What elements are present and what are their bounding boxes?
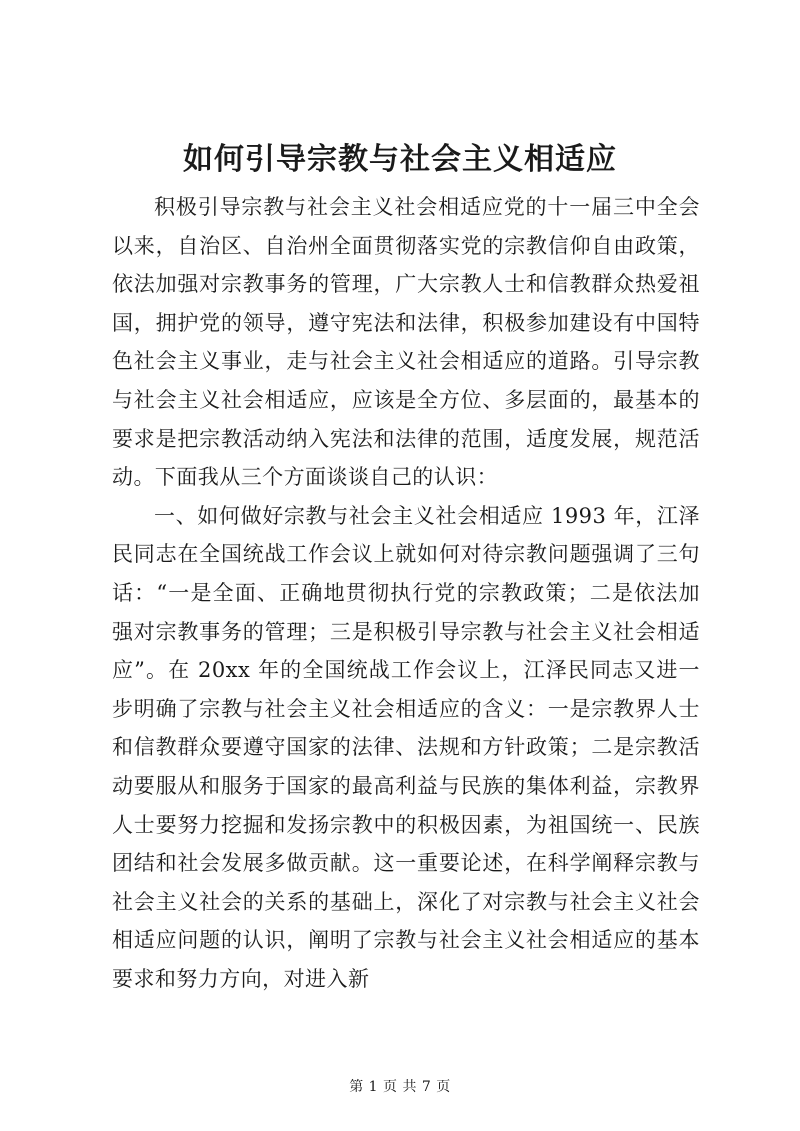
document-title: 如何引导宗教与社会主义相适应 [183,142,617,177]
document-body [112,188,700,998]
paragraph-intro: 积极引导宗教与社会主义社会相适应党的十一届三中全会以来，自治区、自治州全面贯彻落实党的宗教信仰自由政策，依法加强对宗教事务的管理，广大宗教人士和信教群众热爱祖国，拥护党的领导，遵守宪法和法律，积极参加建设有中国特色社会主义事业，走与社会主义社会相适应的道路。引导宗教与社会主义社会相适应，应该是全方位、多层面的，最基本的要求是把宗教活动纳入宪法和法律的范围，适度发展，规范活动。下面我从三个方面谈谈自己的认识： [112,195,700,490]
paragraph-section-one: 一、如何做好宗教与社会主义社会相适应 1993 年，江泽民同志在全国统战工作会议上就如何对待宗教问题强调了三句话：“一是全面、正确地贯彻执行党的宗教政策；二是依法加强对宗教事务的管理；三是积极引导宗教与社会主义社会相适应”。在 20xx 年的全国统战工作会议上，江泽民同志又进一步明确了宗教与社会主义社会相适应的含义：一是宗教界人士和信教群众要遵守国家的法律、法规和方针政策；二是宗教活动要服从和服务于国家的最高利益与民族的集体利益，宗教界人士要努力挖掘和发扬宗教中的积极因素，为祖国统一、民族团结和社会发展多做贡献。这一重要论述，在科学阐释宗教与社会主义社会的关系的基础上，深化了对宗教与社会主义社会相适应问题的认识，阐明了宗教与社会主义社会相适应的基本要求和努力方向，对进入新 [112,503,700,991]
page-number-footer: 第 1 页 共 7 页 [349,1079,451,1095]
